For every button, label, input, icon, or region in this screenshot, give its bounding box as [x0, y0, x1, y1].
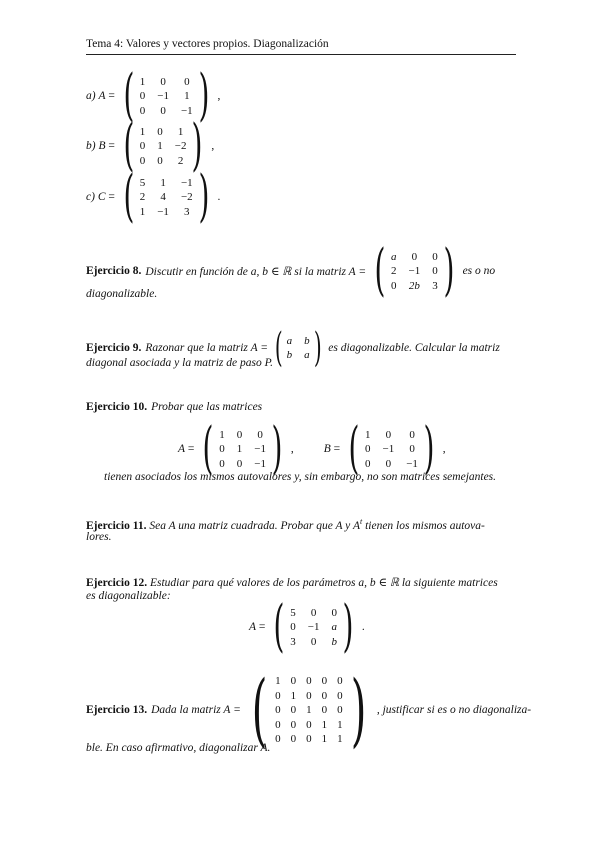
ejercicio-8-grid [391, 249, 438, 293]
matrix-entry: b [286, 349, 293, 362]
ejercicio-8-text-after: es o no [462, 265, 496, 277]
ejercicio-9-text: Razonar que la matriz A = [145, 342, 269, 354]
left-paren: ( [374, 238, 386, 303]
matrix-entry: 0 [331, 606, 337, 619]
matrix-b-name: B [98, 140, 106, 152]
matrix-c-grid [140, 175, 193, 219]
ejercicio-10-a-tail: , [290, 443, 294, 455]
ejercicio-10-b-grid [365, 427, 418, 471]
right-paren: ) [198, 164, 210, 229]
matrix-entry: 0 [321, 689, 328, 702]
matrix-entry: −2 [180, 191, 193, 203]
matrix-entry: 1 [337, 733, 343, 745]
ejercicio-8-matrix [369, 238, 459, 303]
ejercicio-11-line2: lores. [86, 531, 112, 543]
ejercicio-13-text: Dada la matriz A = [151, 704, 241, 716]
matrix-entry: −1 [307, 621, 320, 633]
ejercicio-10-b-name: B [323, 443, 331, 455]
matrix-entry: 0 [139, 90, 146, 102]
matrix-entry: 1 [160, 176, 166, 189]
matrix-entry: 2 [139, 191, 146, 203]
matrix-entry: 1 [275, 675, 281, 687]
ejercicio-10-text: Probar que las matrices [151, 401, 263, 413]
ejercicio-11-sup: t [359, 517, 363, 526]
matrix-entry: 1 [219, 428, 225, 441]
matrix-entry: 0 [364, 457, 371, 470]
matrix-entry: 1 [177, 125, 184, 138]
matrix-entry: 0 [290, 718, 297, 731]
matrix-entry: 0 [391, 279, 397, 292]
left-paren: ( [348, 416, 360, 481]
ejercicio-9-matrix [271, 325, 325, 371]
matrix-entry: 0 [364, 443, 371, 455]
matrix-entry: −1 [180, 104, 193, 117]
matrix-entry: −1 [157, 205, 169, 218]
matrix-c-name: C [97, 191, 106, 203]
matrix-entry: 0 [310, 606, 317, 619]
ejercicio-11-text-b: tienen los mismos autova- [365, 519, 485, 532]
matrix-entry: 0 [275, 704, 281, 716]
ejercicio-13-text-after: , justificar si es o no diagonaliza- [376, 704, 532, 716]
ejercicio-10-title: Ejercicio 10. [86, 401, 148, 413]
matrix-entry: 0 [275, 733, 281, 745]
matrix-entry: 3 [432, 279, 438, 292]
page-header: Tema 4: Valores y vectores propios. Diagonalización [86, 38, 329, 50]
ejercicio-12 [86, 577, 526, 591]
ejercicio-10-matrix-b [343, 416, 440, 481]
matrix-entry: 0 [306, 689, 312, 702]
matrix-entry: 0 [385, 457, 392, 470]
ejercicio-8-title: Ejercicio 8. [86, 265, 142, 277]
matrix-entry: 0 [310, 635, 317, 648]
matrix-entry: −1 [406, 457, 418, 470]
matrix-entry: 1 [337, 718, 343, 731]
ejercicio-10-matrices: A = ( 1 0 0 0 1 −1 0 0 −1 ) , B = ( 1 0 0 0 −1 0 0 0 −1 ) , [178, 416, 446, 481]
matrix-entry: −1 [157, 90, 169, 102]
matrix-entry: 0 [184, 75, 190, 88]
matrix-entry: 0 [337, 675, 343, 687]
matrix-c-row: c) C = ( 5 1 −1 2 4 −2 1 −1 3 ) . [86, 164, 221, 229]
matrix-entry: 0 [219, 457, 225, 470]
matrix-a-row: a) A = ( 1 0 0 0 −1 1 0 0 −1 ) , [86, 63, 221, 128]
matrix-entry: 0 [236, 428, 243, 441]
matrix-entry: −1 [254, 457, 266, 470]
ejercicio-12-tail: . [361, 621, 365, 633]
matrix-entry: 1 [139, 125, 146, 138]
ejercicio-12-text: Estudiar para qué valores de los parámetros a, b ∈ ℝ la siguiente matrices [149, 577, 498, 589]
matrix-entry: 1 [139, 205, 146, 218]
matrix-entry: 0 [337, 689, 343, 702]
ejercicio-11-title: Ejercicio 11. [86, 519, 147, 532]
matrix-entry: 0 [160, 75, 166, 88]
matrix-entry: 1 [139, 75, 146, 88]
matrix-entry: 1 [290, 689, 297, 702]
ejercicio-12-title: Ejercicio 12. [86, 577, 148, 589]
matrix-entry: 0 [337, 704, 343, 716]
matrix-entry: 0 [306, 733, 312, 745]
matrix-entry: 0 [257, 428, 263, 441]
matrix-entry: 0 [157, 125, 163, 138]
matrix-entry: a [391, 250, 397, 263]
matrix-entry: 1 [157, 140, 163, 152]
ejercicio-12-name: A [249, 621, 257, 633]
ejercicio-9-line2: diagonal asociada y la matriz de paso P. [86, 357, 273, 369]
matrix-c [118, 164, 215, 229]
matrix-entry: a [331, 621, 337, 633]
ejercicio-10 [86, 401, 262, 413]
matrix-entry: −2 [174, 140, 187, 152]
matrix-entry: b [331, 635, 337, 648]
matrix-b-grid [140, 124, 187, 168]
matrix-c-label: c) [86, 191, 95, 203]
matrix-a-label: a) [86, 90, 96, 102]
matrix-entry: 4 [160, 191, 166, 203]
matrix-entry: 1 [321, 733, 328, 745]
matrix-entry: −1 [382, 443, 395, 455]
left-paren: ( [274, 325, 283, 371]
right-paren: ) [342, 594, 354, 659]
matrix-entry: 2 [177, 154, 184, 167]
ejercicio-10-a-grid [219, 427, 266, 471]
ejercicio-13-grid [275, 674, 343, 747]
matrix-entry: 0 [160, 104, 166, 117]
matrix-entry: 0 [411, 250, 418, 263]
left-paren: ( [273, 594, 285, 659]
matrix-entry: a [304, 349, 310, 362]
ejercicio-8-line2: diagonalizable. [86, 288, 158, 300]
matrix-entry: 0 [321, 675, 328, 687]
ejercicio-13 [86, 663, 532, 756]
matrix-entry: −1 [408, 265, 421, 277]
left-paren: ( [123, 113, 135, 178]
matrix-entry: 0 [139, 140, 146, 152]
left-paren: ( [251, 663, 268, 756]
matrix-entry: 0 [139, 154, 146, 167]
matrix-entry: −1 [254, 443, 266, 455]
right-paren: ) [191, 113, 203, 178]
ejercicio-12-matrix-row: A = ( 5 0 0 0 −1 a 3 0 b ) . [249, 594, 365, 659]
right-paren: ) [271, 416, 283, 481]
ejercicio-11-text-a: Sea A una matriz cuadrada. Probar que A y A [149, 519, 360, 532]
matrix-entry: 0 [275, 718, 281, 731]
matrix-entry: 1 [321, 718, 328, 731]
matrix-entry: 3 [290, 635, 296, 648]
ejercicio-13-line2: ble. En caso afirmativo, diagonalizar A. [86, 742, 271, 754]
matrix-entry: 3 [184, 205, 190, 218]
ejercicio-11 [86, 517, 516, 534]
ejercicio-10-a-name: A [178, 443, 186, 455]
matrix-c-tail: . [217, 191, 221, 203]
matrix-a-name: A [98, 90, 106, 102]
header-rule [86, 54, 516, 55]
matrix-entry: 0 [139, 104, 146, 117]
matrix-entry: 1 [306, 704, 312, 716]
matrix-entry: 0 [321, 704, 328, 716]
matrix-entry: 0 [236, 457, 243, 470]
matrix-entry: 0 [409, 443, 415, 455]
matrix-entry: 2b [408, 279, 420, 292]
matrix-entry: 1 [184, 90, 190, 102]
matrix-entry: 0 [290, 704, 297, 716]
right-paren: ) [198, 63, 210, 128]
matrix-entry: 0 [432, 250, 438, 263]
matrix-a-tail: , [217, 90, 221, 102]
ejercicio-9-grid [287, 334, 310, 363]
matrix-entry: a [286, 334, 293, 347]
matrix-entry: 0 [275, 689, 281, 702]
matrix-entry: 0 [290, 733, 297, 745]
left-paren: ( [123, 63, 135, 128]
ejercicio-10-b-tail: , [442, 443, 446, 455]
ejercicio-9-title: Ejercicio 9. [86, 342, 142, 354]
matrix-entry: 1 [364, 428, 371, 441]
matrix-entry: 0 [432, 265, 438, 277]
matrix-entry: 5 [139, 176, 146, 189]
right-paren: ) [313, 325, 322, 371]
ejercicio-13-matrix [244, 663, 374, 756]
ejercicio-13-title: Ejercicio 13. [86, 704, 148, 716]
matrix-entry: 0 [306, 718, 312, 731]
matrix-entry: 1 [236, 443, 243, 455]
matrix-b-label: b) [86, 140, 96, 152]
matrix-entry: 0 [385, 428, 392, 441]
ejercicio-10-matrix-a [197, 416, 287, 481]
matrix-entry: 2 [391, 265, 397, 277]
ejercicio-9-text-after: es diagonalizable. Calcular la matriz [328, 342, 500, 354]
matrix-entry: 0 [306, 675, 312, 687]
ejercicio-8-text: Discutir en función de a, b ∈ ℝ si la matriz A = [145, 266, 367, 278]
left-paren: ( [202, 416, 214, 481]
right-paren: ) [443, 238, 455, 303]
ejercicio-12-matrix [268, 594, 358, 659]
left-paren: ( [123, 164, 135, 229]
matrix-entry: 0 [157, 154, 163, 167]
ejercicio-12-grid [290, 605, 337, 649]
matrix-entry: 0 [290, 621, 296, 633]
right-paren: ) [350, 663, 367, 756]
matrix-entry: 0 [290, 675, 297, 687]
matrix-entry: 5 [290, 606, 296, 619]
ejercicio-10-line2: tienen asociados los mismos autovalores y, sin embargo, no son matrices semejantes. [104, 471, 497, 483]
matrix-entry: 0 [219, 443, 225, 455]
matrix-entry: −1 [180, 176, 193, 189]
matrix-b-row: b) B = ( 1 0 1 0 1 −2 0 0 2 ) , [86, 113, 215, 178]
matrix-a-grid [140, 74, 193, 118]
matrix-b-tail: , [211, 140, 215, 152]
ejercicio-12-line2: es diagonalizable: [86, 590, 171, 602]
right-paren: ) [423, 416, 435, 481]
matrix-entry: b [304, 334, 310, 347]
matrix-entry: 0 [409, 428, 415, 441]
